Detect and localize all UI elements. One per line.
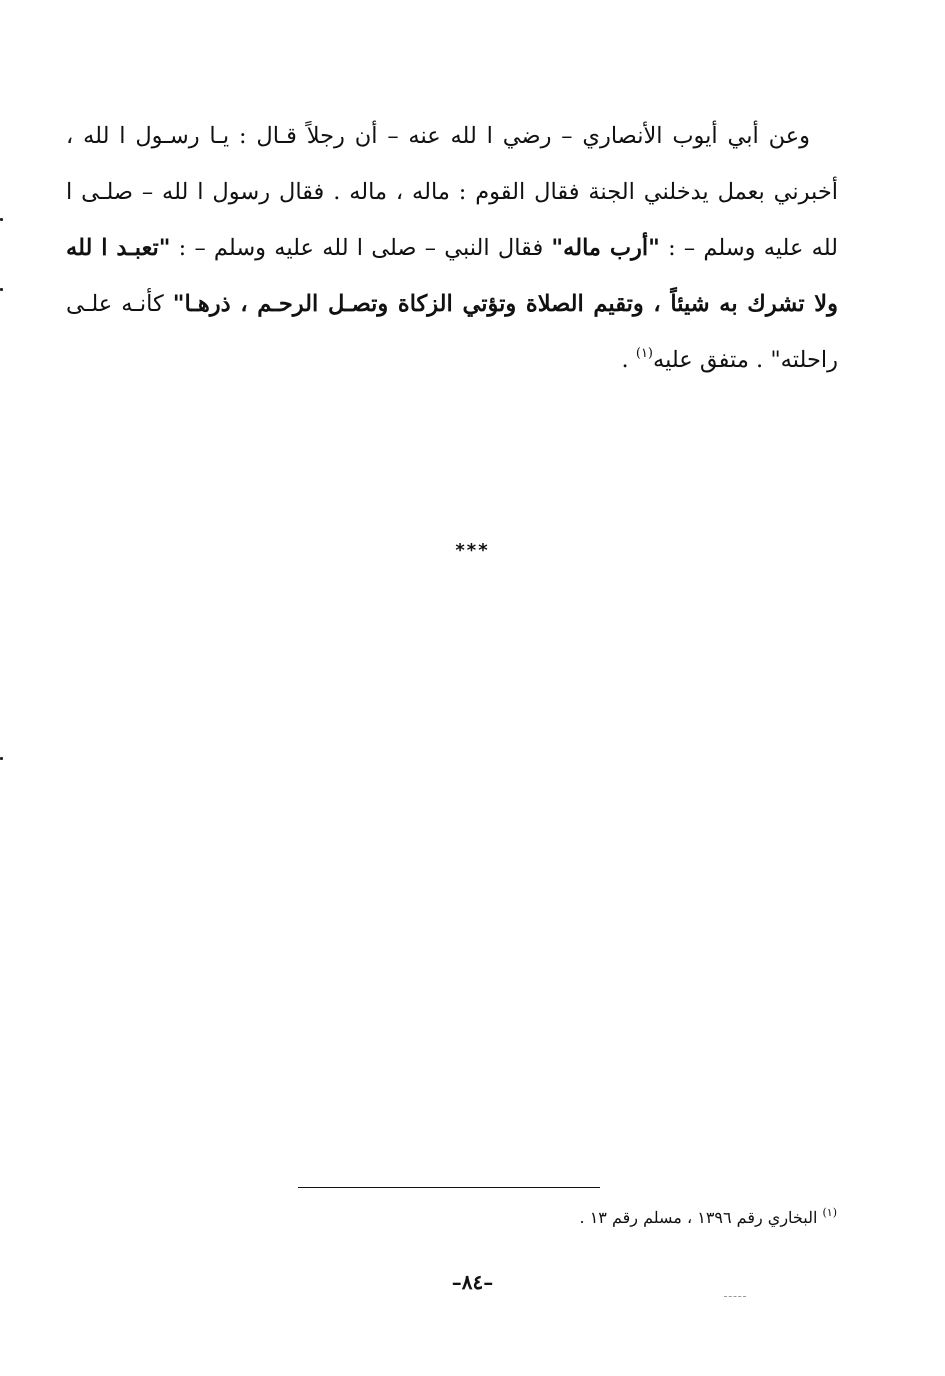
hadith-paragraph bbox=[66, 108, 838, 388]
scan-mark bbox=[724, 1296, 746, 1297]
section-divider: *** bbox=[455, 540, 490, 561]
text-run-2: فقال النبي – صلى ا لله عليه وسلم – : bbox=[170, 235, 552, 261]
bold-quote-1: "أرب ماله" bbox=[551, 235, 660, 261]
scan-speck bbox=[0, 757, 3, 760]
page-number: –٨٤– bbox=[451, 1270, 494, 1294]
footnote-reference: (١) bbox=[635, 346, 653, 361]
footnote-rule bbox=[298, 1187, 600, 1188]
footnote bbox=[580, 1204, 837, 1232]
text-run-4: . bbox=[621, 347, 636, 373]
scan-speck bbox=[0, 218, 3, 221]
bold-quote-2: "تعبـد ا لله ولا تشرك به شيئاً ، وتقيم الصلاة وتؤتي الزكاة وتصـل الرحـم ، ذرهـا" bbox=[66, 235, 838, 317]
text-run-1: وعن أبي أيوب الأنصاري – رضي ا لله عنه – أن رجلاً قـال : يـا رسـول ا لله ، أخبرني بعمل يدخلني الجنة فقال القوم : ماله ، ماله . فقال رسول ا لله – صلـى ا لله عليه وسلم – : bbox=[66, 123, 839, 261]
footnote-marker: (١) bbox=[822, 1206, 837, 1219]
footnote-text: البخاري رقم ١٣٩٦ ، مسلم رقم ١٣ . bbox=[579, 1208, 823, 1227]
scan-speck bbox=[0, 288, 3, 291]
text-run-3: كأنـه علـى راحلته" . متفق عليه bbox=[66, 291, 838, 373]
